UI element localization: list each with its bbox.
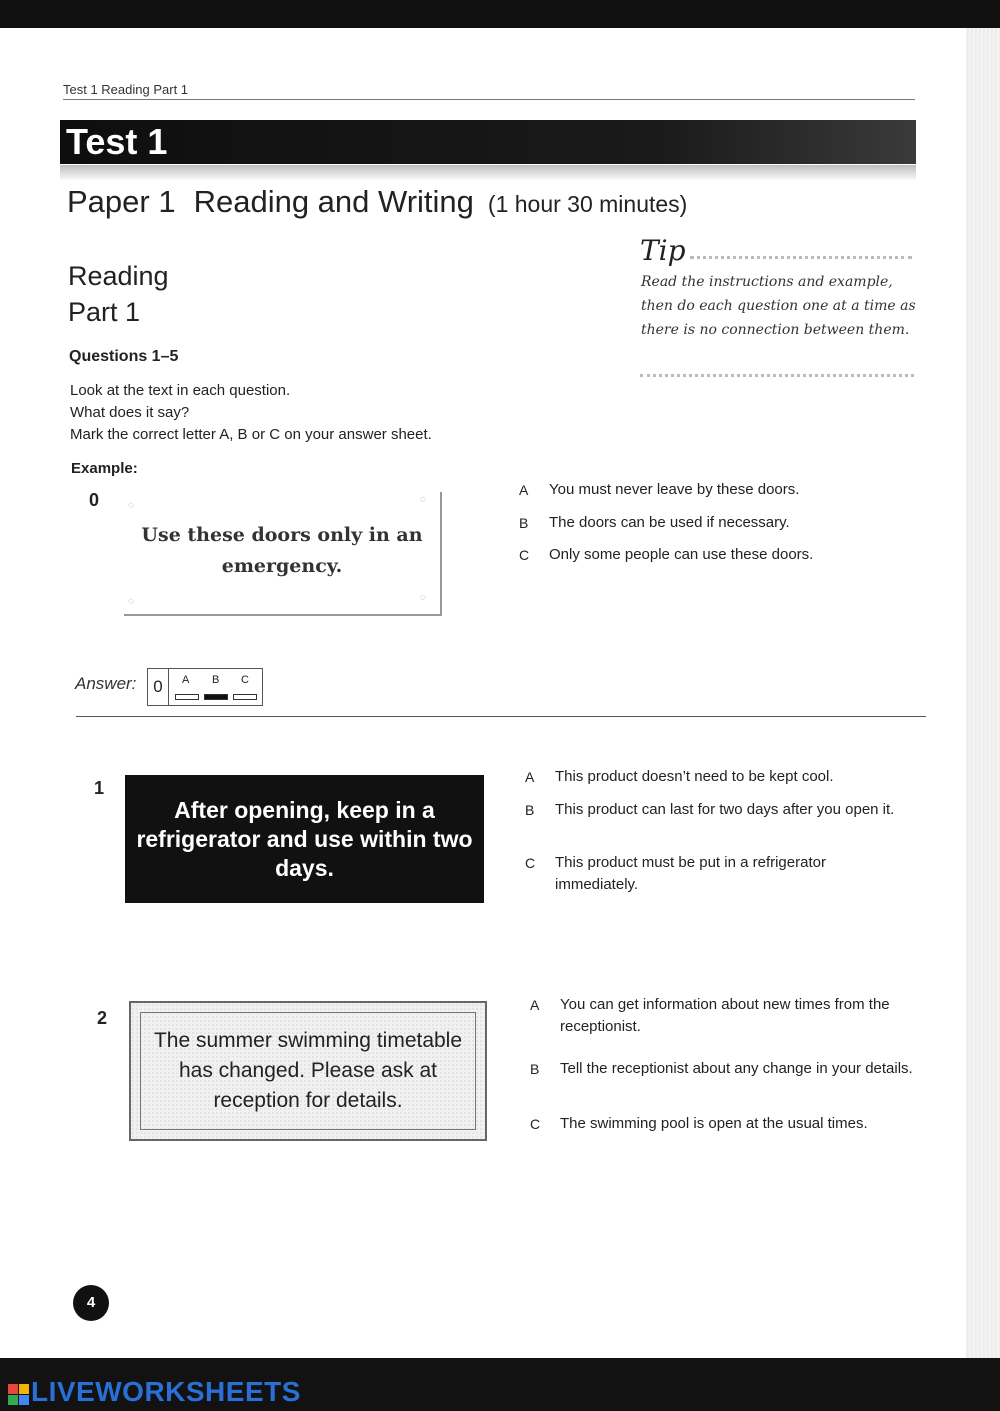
test-title: Test 1 [66, 121, 168, 162]
question-1-sign-text: After opening, keep in a refrigerator and use within two days. [136, 796, 473, 881]
instruction-line: What does it say? [70, 404, 190, 421]
tip-title: Tip [640, 234, 686, 267]
answer-grid [147, 668, 263, 706]
screw-icon: ◌ [420, 494, 426, 505]
screw-icon: ◌ [128, 500, 134, 511]
answer-number: 0 [148, 669, 169, 705]
section-name: Reading [68, 261, 169, 291]
paper-duration: (1 hour 30 minutes) [487, 191, 688, 217]
instructions [70, 380, 432, 446]
question-number: 1 [94, 778, 105, 798]
option-letter: C [525, 855, 536, 871]
option-c [519, 544, 919, 566]
screw-icon: ◌ [420, 592, 426, 603]
option-b [525, 799, 905, 843]
paper-heading [67, 184, 687, 220]
option-letter: B [525, 802, 535, 818]
option-text: This product can last for two days after you open it. [555, 801, 895, 818]
option-b [519, 512, 919, 534]
option-letter: B [530, 1061, 540, 1077]
screw-icon: ◌ [128, 596, 134, 607]
example-number: 0 [89, 490, 100, 510]
page-number: 4 [73, 1285, 109, 1321]
option-a [530, 994, 920, 1038]
question-1-sign [125, 775, 484, 903]
title-band-shadow [60, 165, 916, 181]
header-rule [63, 99, 915, 100]
question-2-sign-frame [140, 1012, 476, 1130]
option-text: The swimming pool is open at the usual times. [560, 1115, 868, 1132]
answer-letter: B [212, 674, 220, 686]
section-title [68, 258, 169, 330]
answer-mark-b[interactable] [204, 694, 228, 700]
questions-range: Questions 1–5 [69, 348, 179, 365]
brand-name[interactable]: LIVEWORKSHEETS [31, 1376, 301, 1407]
section-divider [76, 716, 926, 717]
option-text: Only some people can use these doors. [549, 546, 814, 563]
running-head: Test 1 Reading Part 1 [63, 82, 189, 97]
option-a [519, 479, 919, 501]
option-a [525, 766, 905, 788]
option-text: Tell the receptionist about any change in your details. [560, 1060, 913, 1077]
title-band [60, 120, 916, 164]
option-b [530, 1058, 920, 1102]
option-text: This product must be put in a refrigerator immediately. [555, 854, 826, 893]
option-letter: A [525, 769, 535, 785]
section-part: Part 1 [68, 297, 141, 327]
answer-letter: A [182, 674, 190, 686]
answer-mark-c[interactable] [233, 694, 257, 700]
top-scan-border [0, 0, 1000, 28]
example-sign-text: Use these doors only in an emergency. [141, 524, 423, 577]
paper-name: Reading and Writing [193, 184, 474, 219]
example-sign [124, 492, 442, 616]
tip-rule [690, 256, 912, 259]
page-edge-shadow [966, 28, 1000, 1358]
option-letter: B [519, 515, 529, 531]
option-text: You must never leave by these doors. [549, 481, 800, 498]
question-2-sign-text: The summer swimming timetable has changed. Please ask at reception for details. [153, 1029, 463, 1112]
option-text: The doors can be used if necessary. [549, 514, 790, 531]
tip-text: Read the instructions and example, then do each question one at a time as there is no connection between them. [641, 274, 916, 338]
example-label: Example: [71, 460, 138, 477]
option-c [530, 1113, 920, 1135]
answer-mark-a[interactable] [175, 694, 199, 700]
option-letter: A [530, 997, 540, 1013]
option-text: You can get information about new times from the receptionist. [560, 996, 890, 1035]
option-letter: C [519, 547, 530, 563]
option-letter: C [530, 1116, 541, 1132]
option-text: This product doesn’t need to be kept cool. [555, 768, 834, 785]
question-number: 2 [97, 1008, 108, 1028]
instruction-line: Look at the text in each question. [70, 382, 291, 399]
option-c [525, 852, 905, 896]
liveworksheets-logo-icon [8, 1384, 30, 1406]
instruction-line: Mark the correct letter A, B or C on your answer sheet. [70, 426, 432, 443]
answer-letter: C [241, 674, 249, 686]
tip-rule-bottom [640, 374, 914, 377]
question-2-sign [129, 1001, 487, 1141]
option-letter: A [519, 482, 529, 498]
answer-label: Answer: [75, 674, 137, 693]
paper-label: Paper 1 [67, 184, 176, 219]
